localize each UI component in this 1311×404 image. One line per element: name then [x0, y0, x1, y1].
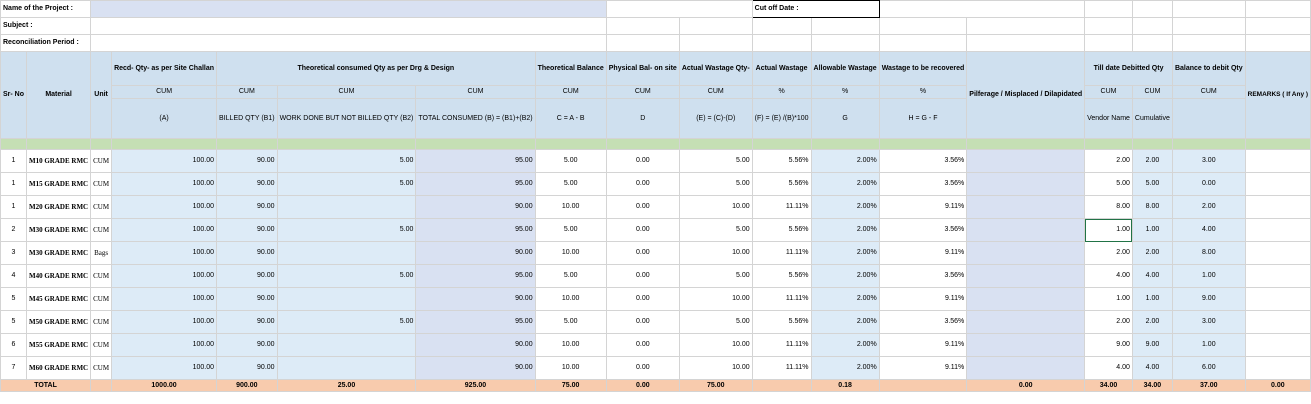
cell-recd[interactable]: 100.00: [112, 173, 217, 196]
cell-srno[interactable]: 1: [1, 150, 27, 173]
total-cell[interactable]: [752, 380, 811, 392]
cell-theo-balance[interactable]: 10.00: [535, 334, 606, 357]
cell-material[interactable]: M40 GRADE RMC: [27, 265, 91, 288]
cell-material[interactable]: M30 GRADE RMC: [27, 219, 91, 242]
header-unit: Unit: [91, 52, 112, 139]
cell-to-recover[interactable]: 9.11%: [879, 196, 967, 219]
cell-material[interactable]: M10 GRADE RMC: [27, 150, 91, 173]
cutoff-date-cell[interactable]: [879, 1, 1084, 18]
cell-unit[interactable]: CUM: [91, 150, 112, 173]
cell-wdnb[interactable]: 5.00: [277, 265, 416, 288]
cell-physical-bal[interactable]: 0.00: [606, 357, 679, 380]
cell-unit[interactable]: CUM: [91, 196, 112, 219]
header-till-date: Till date Debitted Qty: [1085, 52, 1173, 86]
cell-billed[interactable]: 90.00: [217, 357, 278, 380]
cell-theo-balance[interactable]: 10.00: [535, 242, 606, 265]
table-row: [1, 311, 1311, 334]
cell-aw-pct[interactable]: 5.56%: [752, 311, 811, 334]
unit-cell: CUM: [416, 86, 535, 99]
header-pilferage: Pilferage / Misplaced / Dilapidated: [967, 52, 1085, 139]
cell-to-recover[interactable]: 3.56%: [879, 265, 967, 288]
cell-srno[interactable]: 4: [1, 265, 27, 288]
cell-unit[interactable]: CUM: [91, 288, 112, 311]
cell-billed[interactable]: 90.00: [217, 150, 278, 173]
table-row: [1, 196, 1311, 219]
unit-cell: CUM: [606, 86, 679, 99]
total-cum[interactable]: 34.00: [1132, 380, 1172, 392]
header-theo-balance: Theoretical Balance: [535, 52, 606, 86]
cell-aw-qty[interactable]: 10.00: [679, 334, 752, 357]
header-actual-wastage-qty: Actual Wastage Qty-: [679, 52, 752, 86]
cell-aw-pct[interactable]: 5.56%: [752, 173, 811, 196]
cell-billed[interactable]: 90.00: [217, 173, 278, 196]
cell-vendor[interactable]: 8.00: [1085, 196, 1133, 219]
total-cell[interactable]: [91, 380, 112, 392]
cell-recd[interactable]: 100.00: [112, 288, 217, 311]
cell-cumulative[interactable]: 5.00: [1132, 173, 1172, 196]
cell-aw-qty[interactable]: 5.00: [679, 265, 752, 288]
cell-to-recover[interactable]: 9.11%: [879, 357, 967, 380]
cell-aw-pct[interactable]: 5.56%: [752, 219, 811, 242]
header-balance-debit: Balance to debit Qty: [1172, 52, 1245, 86]
total-recd[interactable]: 1000.00: [112, 380, 217, 392]
cell-recd[interactable]: 100.00: [112, 242, 217, 265]
cell-allowable[interactable]: 2.00%: [811, 334, 879, 357]
cell-material[interactable]: M30 GRADE RMC: [27, 242, 91, 265]
cell-to-recover[interactable]: 3.56%: [879, 219, 967, 242]
cell-total-consumed[interactable]: 90.00: [416, 196, 535, 219]
cell-vendor[interactable]: 5.00: [1085, 173, 1133, 196]
table-row: [1, 173, 1311, 196]
header-material: Material: [27, 52, 91, 139]
unit-cell: CUM: [679, 86, 752, 99]
cell-allowable[interactable]: 2.00%: [811, 357, 879, 380]
cell-srno[interactable]: 6: [1, 334, 27, 357]
cell-srno[interactable]: 1: [1, 196, 27, 219]
cell-cumulative[interactable]: 2.00: [1132, 311, 1172, 334]
cell-cumulative[interactable]: 1.00: [1132, 288, 1172, 311]
cell-srno[interactable]: 2: [1, 219, 27, 242]
cell-total-consumed[interactable]: 95.00: [416, 150, 535, 173]
cell-to-recover[interactable]: 3.56%: [879, 150, 967, 173]
header-remarks: REMARKS ( If Any ): [1245, 52, 1310, 139]
cell-recd[interactable]: 100.00: [112, 311, 217, 334]
cell-physical-bal[interactable]: 0.00: [606, 311, 679, 334]
cell-physical-bal[interactable]: 0.00: [606, 173, 679, 196]
total-theo-bal[interactable]: 75.00: [535, 380, 606, 392]
cell-billed[interactable]: 90.00: [217, 334, 278, 357]
unit-cell: CUM: [217, 86, 278, 99]
cell-to-recover[interactable]: 9.11%: [879, 288, 967, 311]
cell-remarks[interactable]: [1245, 219, 1310, 242]
cell-physical-bal[interactable]: 0.00: [606, 265, 679, 288]
total-billed[interactable]: 900.00: [217, 380, 278, 392]
cell-cumulative[interactable]: 8.00: [1132, 196, 1172, 219]
cell-recd[interactable]: 100.00: [112, 334, 217, 357]
cell-balance-debit[interactable]: 8.00: [1172, 242, 1245, 265]
cell-allowable[interactable]: 2.00%: [811, 150, 879, 173]
cell-remarks[interactable]: [1245, 242, 1310, 265]
period-label: Reconciliation Period :: [1, 35, 91, 52]
cell-total-consumed[interactable]: 95.00: [416, 173, 535, 196]
header-actual-wastage: Actual Wastage: [752, 52, 811, 86]
cell-cumulative[interactable]: 4.00: [1132, 357, 1172, 380]
cell-vendor[interactable]: 1.00: [1085, 288, 1133, 311]
cell-aw-qty[interactable]: 10.00: [679, 242, 752, 265]
cell-balance-debit[interactable]: 4.00: [1172, 219, 1245, 242]
cell-recd[interactable]: 100.00: [112, 357, 217, 380]
cell-material[interactable]: M55 GRADE RMC: [27, 334, 91, 357]
cell-billed[interactable]: 90.00: [217, 288, 278, 311]
cell-to-recover[interactable]: 3.56%: [879, 311, 967, 334]
cell-cumulative[interactable]: 9.00: [1132, 334, 1172, 357]
cell-pilferage[interactable]: [967, 357, 1085, 380]
table-row: [1, 242, 1311, 265]
cell-srno[interactable]: 1: [1, 173, 27, 196]
cell-remarks[interactable]: [1245, 334, 1310, 357]
formula-h: H = G - F: [879, 99, 967, 139]
cell-aw-pct[interactable]: 11.11%: [752, 357, 811, 380]
total-vendor[interactable]: 34.00: [1085, 380, 1133, 392]
total-cell[interactable]: [879, 380, 967, 392]
cell-allowable[interactable]: 2.00%: [811, 219, 879, 242]
cell-allowable[interactable]: 2.00%: [811, 242, 879, 265]
cell-theo-balance[interactable]: 10.00: [535, 288, 606, 311]
cell-aw-pct[interactable]: 11.11%: [752, 288, 811, 311]
unit-cell: CUM: [277, 86, 416, 99]
unit-cell: CUM: [1085, 86, 1133, 99]
cell-physical-bal[interactable]: 0.00: [606, 196, 679, 219]
cell-recd[interactable]: 100.00: [112, 265, 217, 288]
header-cumulative: Cumulative: [1132, 99, 1172, 139]
unit-cell: CUM: [112, 86, 217, 99]
header-allowable: Allowable Wastage: [811, 52, 879, 86]
unit-cell: CUM: [1132, 86, 1172, 99]
cell-total-consumed[interactable]: 90.00: [416, 334, 535, 357]
header-empty: [1172, 99, 1245, 139]
total-remarks[interactable]: 0.00: [1245, 380, 1310, 392]
cell-wdnb[interactable]: 5.00: [277, 150, 416, 173]
cell-pilferage[interactable]: [967, 196, 1085, 219]
cell-allowable[interactable]: 2.00%: [811, 265, 879, 288]
cell-balance-debit[interactable]: 6.00: [1172, 357, 1245, 380]
cell-physical-bal[interactable]: 0.00: [606, 150, 679, 173]
cell-remarks[interactable]: [1245, 150, 1310, 173]
formula-g: G: [811, 99, 879, 139]
table-row: [1, 150, 1311, 173]
cell-vendor[interactable]: 1.00: [1085, 219, 1133, 242]
empty-cell[interactable]: [606, 1, 752, 18]
header-vendor: Vendor Name: [1085, 99, 1133, 139]
cell-aw-pct[interactable]: 5.56%: [752, 265, 811, 288]
unit-cell: %: [811, 86, 879, 99]
project-label: Name of the Project :: [1, 1, 91, 18]
total-phys[interactable]: 0.00: [606, 380, 679, 392]
table-row: [1, 265, 1311, 288]
cell-unit[interactable]: CUM: [91, 334, 112, 357]
period-cell[interactable]: [91, 35, 607, 52]
cell-unit[interactable]: CUM: [91, 265, 112, 288]
cell-remarks[interactable]: [1245, 311, 1310, 334]
cell-recd[interactable]: 100.00: [112, 196, 217, 219]
formula-c: C = A - B: [535, 99, 606, 139]
cell-aw-qty[interactable]: 10.00: [679, 288, 752, 311]
subject-cell[interactable]: [91, 18, 607, 35]
cell-balance-debit[interactable]: 0.00: [1172, 173, 1245, 196]
cell-balance-debit[interactable]: 9.00: [1172, 288, 1245, 311]
cell-pilferage[interactable]: [967, 265, 1085, 288]
cell-theo-balance[interactable]: 10.00: [535, 357, 606, 380]
subject-label: Subject :: [1, 18, 91, 35]
cell-vendor[interactable]: 2.00: [1085, 242, 1133, 265]
cell-physical-bal[interactable]: 0.00: [606, 334, 679, 357]
cell-balance-debit[interactable]: 1.00: [1172, 265, 1245, 288]
unit-cell: %: [752, 86, 811, 99]
cell-wdnb[interactable]: 5.00: [277, 173, 416, 196]
cell-wdnb[interactable]: 5.00: [277, 311, 416, 334]
cell-vendor[interactable]: 2.00: [1085, 150, 1133, 173]
cell-vendor[interactable]: 9.00: [1085, 334, 1133, 357]
cell-remarks[interactable]: [1245, 357, 1310, 380]
cell-unit[interactable]: CUM: [91, 311, 112, 334]
header-physical-bal: Physical Bal- on site: [606, 52, 679, 86]
table-row: [1, 357, 1311, 380]
cell-unit[interactable]: CUM: [91, 173, 112, 196]
header-billed: BILLED QTY (B1): [217, 99, 278, 139]
cell-material[interactable]: M20 GRADE RMC: [27, 196, 91, 219]
cell-recd[interactable]: 100.00: [112, 150, 217, 173]
cell-theo-balance[interactable]: 5.00: [535, 265, 606, 288]
cell-aw-pct[interactable]: 5.56%: [752, 150, 811, 173]
project-name-cell[interactable]: [91, 1, 607, 18]
cell-pilferage[interactable]: [967, 150, 1085, 173]
cell-pilferage[interactable]: [967, 334, 1085, 357]
cell-remarks[interactable]: [1245, 196, 1310, 219]
cell-to-recover[interactable]: 3.56%: [879, 173, 967, 196]
cell-srno[interactable]: 7: [1, 357, 27, 380]
cell-cumulative[interactable]: 2.00: [1132, 150, 1172, 173]
cell-unit[interactable]: Bags: [91, 242, 112, 265]
cell-material[interactable]: M50 GRADE RMC: [27, 311, 91, 334]
cell-theo-balance[interactable]: 10.00: [535, 196, 606, 219]
cell-pilferage[interactable]: [967, 311, 1085, 334]
cell-total-consumed[interactable]: 95.00: [416, 265, 535, 288]
header-recd: Recd- Qty- as per Site Challan: [112, 52, 217, 86]
header-total-consumed: TOTAL CONSUMED (B) = (B1)+(B2): [416, 99, 535, 139]
cell-srno[interactable]: 5: [1, 311, 27, 334]
cell-unit[interactable]: CUM: [91, 357, 112, 380]
cell-aw-pct[interactable]: 11.11%: [752, 242, 811, 265]
cell-total-consumed[interactable]: 90.00: [416, 288, 535, 311]
cell-pilferage[interactable]: [967, 288, 1085, 311]
cell-pilferage[interactable]: [967, 219, 1085, 242]
total-aw-qty[interactable]: 75.00: [679, 380, 752, 392]
cell-vendor[interactable]: 2.00: [1085, 311, 1133, 334]
cell-aw-pct[interactable]: 11.11%: [752, 196, 811, 219]
cell-aw-qty[interactable]: 5.00: [679, 311, 752, 334]
cell-billed[interactable]: 90.00: [217, 311, 278, 334]
cell-theo-balance[interactable]: 5.00: [535, 219, 606, 242]
cell-pilferage[interactable]: [967, 173, 1085, 196]
total-label: TOTAL: [1, 380, 91, 392]
cell-physical-bal[interactable]: 0.00: [606, 242, 679, 265]
header-theo-consumed: Theoretical consumed Qty as per Drg & Design: [217, 52, 536, 86]
cell-cumulative[interactable]: 4.00: [1132, 265, 1172, 288]
cutoff-label: Cut off Date :: [752, 1, 879, 18]
cell-physical-bal[interactable]: 0.00: [606, 288, 679, 311]
formula-d: D: [606, 99, 679, 139]
cell-balance-debit[interactable]: 3.00: [1172, 311, 1245, 334]
cell-cumulative[interactable]: 2.00: [1132, 242, 1172, 265]
cell-wdnb[interactable]: [277, 288, 416, 311]
cell-material[interactable]: M15 GRADE RMC: [27, 173, 91, 196]
header-srno: Sr- No: [1, 52, 27, 139]
cell-allowable[interactable]: 2.00%: [811, 196, 879, 219]
total-bal[interactable]: 37.00: [1172, 380, 1245, 392]
cell-balance-debit[interactable]: 3.00: [1172, 150, 1245, 173]
unit-cell: CUM: [535, 86, 606, 99]
cell-material[interactable]: M60 GRADE RMC: [27, 357, 91, 380]
cell-aw-qty[interactable]: 5.00: [679, 173, 752, 196]
cell-cumulative[interactable]: 1.00: [1132, 219, 1172, 242]
cell-allowable[interactable]: 2.00%: [811, 311, 879, 334]
cell-pilferage[interactable]: [967, 242, 1085, 265]
cell-remarks[interactable]: [1245, 288, 1310, 311]
cell-billed[interactable]: 90.00: [217, 265, 278, 288]
cell-theo-balance[interactable]: 5.00: [535, 311, 606, 334]
cell-to-recover[interactable]: 9.11%: [879, 334, 967, 357]
cell-vendor[interactable]: 4.00: [1085, 357, 1133, 380]
cell-aw-qty[interactable]: 5.00: [679, 150, 752, 173]
cell-remarks[interactable]: [1245, 173, 1310, 196]
cell-billed[interactable]: 90.00: [217, 219, 278, 242]
total-pilferage[interactable]: 0.00: [967, 380, 1085, 392]
cell-srno[interactable]: 3: [1, 242, 27, 265]
cell-vendor[interactable]: 4.00: [1085, 265, 1133, 288]
cell-wdnb[interactable]: [277, 357, 416, 380]
cell-billed[interactable]: 90.00: [217, 242, 278, 265]
cell-theo-balance[interactable]: 5.00: [535, 150, 606, 173]
total-wdnb[interactable]: 25.00: [277, 380, 416, 392]
cell-total-consumed[interactable]: 90.00: [416, 357, 535, 380]
cell-allowable[interactable]: 2.00%: [811, 173, 879, 196]
cell-to-recover[interactable]: 9.11%: [879, 242, 967, 265]
cell-theo-balance[interactable]: 5.00: [535, 173, 606, 196]
cell-material[interactable]: M45 GRADE RMC: [27, 288, 91, 311]
cell-allowable[interactable]: 2.00%: [811, 288, 879, 311]
table-row: [1, 334, 1311, 357]
cell-total-consumed[interactable]: 90.00: [416, 242, 535, 265]
unit-cell: CUM: [1172, 86, 1245, 99]
cell-physical-bal[interactable]: 0.00: [606, 219, 679, 242]
total-consumed[interactable]: 925.00: [416, 380, 535, 392]
cell-remarks[interactable]: [1245, 265, 1310, 288]
unit-cell: %: [879, 86, 967, 99]
cell-aw-qty[interactable]: 10.00: [679, 196, 752, 219]
cell-aw-pct[interactable]: 11.11%: [752, 334, 811, 357]
formula-f: (F) = (E) /(B)*100: [752, 99, 811, 139]
cell-wdnb[interactable]: [277, 334, 416, 357]
cell-wdnb[interactable]: 5.00: [277, 219, 416, 242]
cell-balance-debit[interactable]: 1.00: [1172, 334, 1245, 357]
formula-a: (A): [112, 99, 217, 139]
cell-aw-qty[interactable]: 5.00: [679, 219, 752, 242]
total-allow[interactable]: 0.18: [811, 380, 879, 392]
header-to-recover: Wastage to be recovered: [879, 52, 967, 86]
cell-aw-qty[interactable]: 10.00: [679, 357, 752, 380]
cell-wdnb[interactable]: [277, 196, 416, 219]
cell-recd[interactable]: 100.00: [112, 219, 217, 242]
cell-total-consumed[interactable]: 95.00: [416, 311, 535, 334]
cell-total-consumed[interactable]: 95.00: [416, 219, 535, 242]
table-row: [1, 219, 1311, 242]
cell-srno[interactable]: 5: [1, 288, 27, 311]
header-work-done: WORK DONE BUT NOT BILLED QTY (B2): [277, 99, 416, 139]
cell-balance-debit[interactable]: 2.00: [1172, 196, 1245, 219]
cell-unit[interactable]: CUM: [91, 219, 112, 242]
cell-wdnb[interactable]: [277, 242, 416, 265]
table-row: [1, 288, 1311, 311]
cell-billed[interactable]: 90.00: [217, 196, 278, 219]
formula-e: (E) = (C)-(D): [679, 99, 752, 139]
